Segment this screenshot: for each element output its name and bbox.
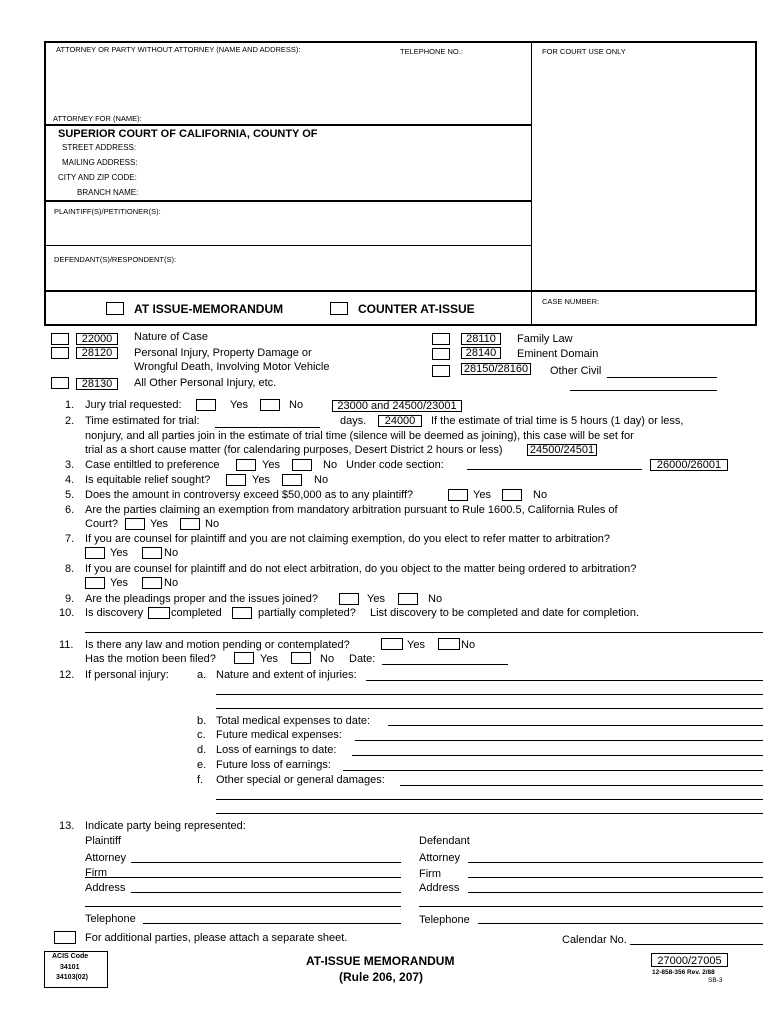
q1-no-checkbox[interactable] [260,399,280,411]
q4-text: Is equitable relief sought? [85,474,211,486]
other-personal-injury-label: All Other Personal Injury, etc. [134,377,277,389]
q5-number: 5. [65,489,75,501]
city-label: CITY AND ZIP CODE: [58,173,137,182]
at-issue-checkbox[interactable] [106,302,124,315]
q10-number: 10. [59,607,75,619]
q9-no: No [428,593,443,605]
other-civil-line-2[interactable] [570,390,717,391]
q13-plaintiff-attorney-line[interactable] [131,862,401,863]
q13-defendant-telephone: Telephone [419,914,470,926]
calendar-input[interactable] [630,944,763,945]
q12-b-text: Total medical expenses to date: [216,715,371,727]
q12-d-text: Loss of earnings to date: [216,744,337,756]
q2-days-input[interactable] [215,427,320,428]
q13-number: 13. [59,820,75,832]
header-divider [531,41,532,325]
q11-number: 11. [59,639,74,651]
at-issue-label: AT ISSUE-MEMORANDUM [134,302,284,316]
header-left-border [44,41,46,325]
q12-c-text: Future medical expenses: [216,729,342,741]
q11-no: No [461,639,476,651]
q7-text: If you are counsel for plaintiff and you are not claiming exemption, do you elect to refer matter to arbitration? [85,533,611,545]
footer-code: 27000/27005 [651,953,728,967]
q13-plaintiff-firm: Firm [85,867,107,879]
q13-plaintiff-attorney: Attorney [85,852,126,864]
q1-yes-checkbox[interactable] [196,399,216,411]
q8-number: 8. [65,563,75,575]
q12-d-line[interactable] [352,755,763,756]
footer-rule: (Rule 206, 207) [339,970,424,984]
q13-defendant-telephone-line[interactable] [478,923,763,924]
header-top-border [44,41,757,43]
q13-plaintiff-firm-line[interactable] [85,877,401,878]
header-bottom-border [44,324,757,326]
q4-yes-checkbox[interactable] [226,474,246,486]
q12-f-line-3[interactable] [216,813,763,814]
other-civil-label: Other Civil [550,365,602,377]
attorney-label: ATTORNEY OR PARTY WITHOUT ATTORNEY (NAME AND ADDRESS): [56,45,301,54]
q2-code: 24000 [378,415,422,427]
q12-e-line[interactable] [343,770,763,771]
q12-text: If personal injury: [85,669,169,681]
q11-line2: Has the motion been filed? [85,653,216,665]
other-civil-line[interactable] [607,377,717,378]
code-28130: 28130 [76,378,118,390]
family-law-label: Family Law [517,333,573,345]
q11-filed-yes-checkbox[interactable] [234,652,254,664]
q12-b: b. [197,715,207,727]
q12-f: f. [197,774,204,786]
q12-a: a. [197,669,207,681]
q13-plaintiff-telephone-line[interactable] [143,923,401,924]
q13-plaintiff-address: Address [85,882,126,894]
q7-number: 7. [65,533,75,545]
q11-yes2: Yes [260,653,278,665]
q12-f-text: Other special or general damages: [216,774,385,786]
q11-filed-no-checkbox[interactable] [291,652,311,664]
q13-defendant-attorney: Attorney [419,852,460,864]
footer-title: AT-ISSUE MEMORANDUM [306,954,455,968]
q13-defendant: Defendant [419,835,470,847]
q12-a-line-1[interactable] [366,680,763,681]
case-22000-checkbox[interactable] [51,333,69,345]
personal-injury-mv-label-1: Personal Injury, Property Damage or [134,347,312,359]
q2-code2: 24500/24501 [527,444,597,456]
case-28140-checkbox[interactable] [432,348,450,360]
q6-number: 6. [65,504,75,516]
q8-text: If you are counsel for plaintiff and do not elect arbitration, do you object to the matter being ordered to arbitration? [85,563,637,575]
q1-number: 1. [65,399,75,411]
q4-number: 4. [65,474,75,486]
q12-b-line[interactable] [388,725,763,726]
q13-plaintiff-telephone: Telephone [85,913,136,925]
q3-text: Case entiltled to preference [85,459,220,471]
calendar-label: Calendar No. [562,934,627,946]
case-number-label: CASE NUMBER: [542,297,600,306]
q7-yes: Yes [110,547,128,559]
street-label: STREET ADDRESS: [62,143,137,152]
q7-yes-checkbox[interactable] [85,547,105,559]
q12-f-line-1[interactable] [400,785,763,786]
counter-at-issue-label: COUNTER AT-ISSUE [358,302,475,316]
q5-yes-checkbox[interactable] [448,489,468,501]
q5-no-checkbox[interactable] [502,489,522,501]
q5-no: No [533,489,548,501]
q1-text: Jury trial requested: [85,399,182,411]
q4-yes: Yes [252,474,270,486]
counter-at-issue-checkbox[interactable] [330,302,348,315]
q12-d: d. [197,744,207,756]
q2-line3: trial as a short cause matter (for calendaring purposes, Desert District 2 hours or less) [85,444,503,456]
q11-yes: Yes [407,639,425,651]
q7-no: No [164,547,179,559]
case-28130-checkbox[interactable] [51,377,69,389]
q8-no-checkbox[interactable] [142,577,162,589]
q6-no-checkbox[interactable] [180,518,200,530]
q2-days: days. [340,415,367,427]
q1-no: No [289,399,304,411]
q3-no: No [323,459,338,471]
q6-no: No [205,518,220,530]
q3-code: 26000/26001 [650,459,728,471]
q10-partial: partially completed? [258,607,356,619]
code-22000: 22000 [76,333,118,345]
q3-yes-checkbox[interactable] [236,459,256,471]
q12-e: e. [197,759,207,771]
q3-number: 3. [65,459,75,471]
case-number-top-line [44,290,757,292]
q9-number: 9. [65,593,75,605]
q10-text: Is discovery [85,607,144,619]
q13-defendant-attorney-line[interactable] [468,862,763,863]
code-28140: 28140 [461,347,501,359]
defendant-top-line [44,245,532,246]
q9-yes-checkbox[interactable] [339,593,359,605]
case-28120-checkbox[interactable] [51,347,69,359]
q6-line2: Court? [85,518,119,530]
q11-text: Is there any law and motion pending or contemplated? [85,639,350,651]
q1-yes: Yes [230,399,248,411]
q1-code: 23000 and 24500/23001 [332,400,462,412]
q9-no-checkbox[interactable] [398,593,418,605]
q2-number: 2. [65,415,75,427]
code-28110: 28110 [461,333,501,345]
eminent-domain-label: Eminent Domain [517,348,599,360]
court-use-label: FOR COURT USE ONLY [542,47,626,56]
acis-label: ACIS Code [52,953,89,960]
q4-no-checkbox[interactable] [282,474,302,486]
code-28150: 28150/28160 [461,363,531,375]
q13-plaintiff-address-line[interactable] [131,892,401,893]
q10-partial-checkbox[interactable] [232,607,252,619]
q13-plaintiff-address-line-2[interactable] [85,906,401,907]
q8-yes: Yes [110,577,128,589]
q13-plaintiff: Plaintiff [85,835,121,847]
acis-code-1: 34101 [60,964,80,971]
telephone-label: TELEPHONE NO.: [400,47,463,56]
branch-label: BRANCH NAME: [77,188,139,197]
q11-date-label: Date: [349,653,376,665]
q7-no-checkbox[interactable] [142,547,162,559]
case-28150-checkbox[interactable] [432,365,450,377]
q3-no-checkbox[interactable] [292,459,312,471]
q6-yes-checkbox[interactable] [125,518,145,530]
q13-defendant-firm: Firm [419,868,441,880]
acis-code-2: 34103(02) [56,974,88,981]
q6-yes: Yes [150,518,168,530]
q2-text2: If the estimate of trial time is 5 hours (1 day) or less, [431,415,684,427]
q9-yes: Yes [367,593,385,605]
q5-yes: Yes [473,489,491,501]
q3-yes: Yes [262,459,280,471]
q11-yes-checkbox[interactable] [381,638,403,650]
q8-yes-checkbox[interactable] [85,577,105,589]
q12-number: 12. [59,669,75,681]
sb-label: SB-3 [708,977,723,984]
q6-text: Are the parties claiming an exemption from mandatory arbitration pursuant to Rule 1600.5, California Rules of [85,504,618,516]
q12-a-text: Nature and extent of injuries: [216,669,357,681]
q10-completed: completed [171,607,222,619]
q13-defendant-address-line[interactable] [468,892,763,893]
q10-completed-checkbox[interactable] [148,607,170,619]
court-title: SUPERIOR COURT OF CALIFORNIA, COUNTY OF [58,128,318,140]
q13-defendant-address-line-2[interactable] [419,906,763,907]
q3-code-section-input[interactable] [467,469,642,470]
attorney-for-label: ATTORNEY FOR (NAME): [53,114,142,123]
code-28120: 28120 [76,347,118,359]
mailing-label: MAILING ADDRESS: [62,158,138,167]
q13-defendant-firm-line[interactable] [468,877,763,878]
plaintiff-label: PLAINTIFF(S)/PETITIONER(S): [54,207,161,216]
court-top-line [44,124,532,126]
q12-c: c. [197,729,206,741]
nature-of-case-label: Nature of Case [134,331,208,343]
plaintiff-top-line [44,200,532,202]
q4-no: No [314,474,329,486]
q2-line2: nonjury, and all parties join in the estimate of trial time (silence will be deemed as joining), this case will be set for [85,430,634,442]
q11-no-checkbox[interactable] [438,638,460,650]
q12-f-line-2[interactable] [216,799,763,800]
header-right-border [755,41,757,325]
defendant-label: DEFENDANT(S)/RESPONDENT(S): [54,255,177,264]
q11-date-input[interactable] [382,664,508,665]
case-28110-checkbox[interactable] [432,333,450,345]
q8-no: No [164,577,179,589]
q12-a-line-3[interactable] [216,708,763,709]
personal-injury-mv-label-2: Wrongful Death, Involving Motor Vehicle [134,361,330,373]
q13-text: Indicate party being represented: [85,820,246,832]
additional-parties-checkbox[interactable] [54,931,76,944]
q3-under: Under code section: [346,459,444,471]
q5-text: Does the amount in controversy exceed $50,000 as to any plaintiff? [85,489,414,501]
q13-defendant-address: Address [419,882,460,894]
q9-text: Are the pleadings proper and the issues joined? [85,593,318,605]
q10-rest: List discovery to be completed and date for completion. [370,607,640,619]
q2-text: Time estimated for trial: [85,415,200,427]
q12-c-line[interactable] [355,740,763,741]
q11-no2: No [320,653,335,665]
additional-parties-text: For additional parties, please attach a separate sheet. [85,932,348,944]
q12-a-line-2[interactable] [216,694,763,695]
form-number: 12-858-356 Rev. 2/88 [652,969,715,976]
q12-e-text: Future loss of earnings: [216,759,331,771]
q10-line[interactable] [85,632,763,633]
